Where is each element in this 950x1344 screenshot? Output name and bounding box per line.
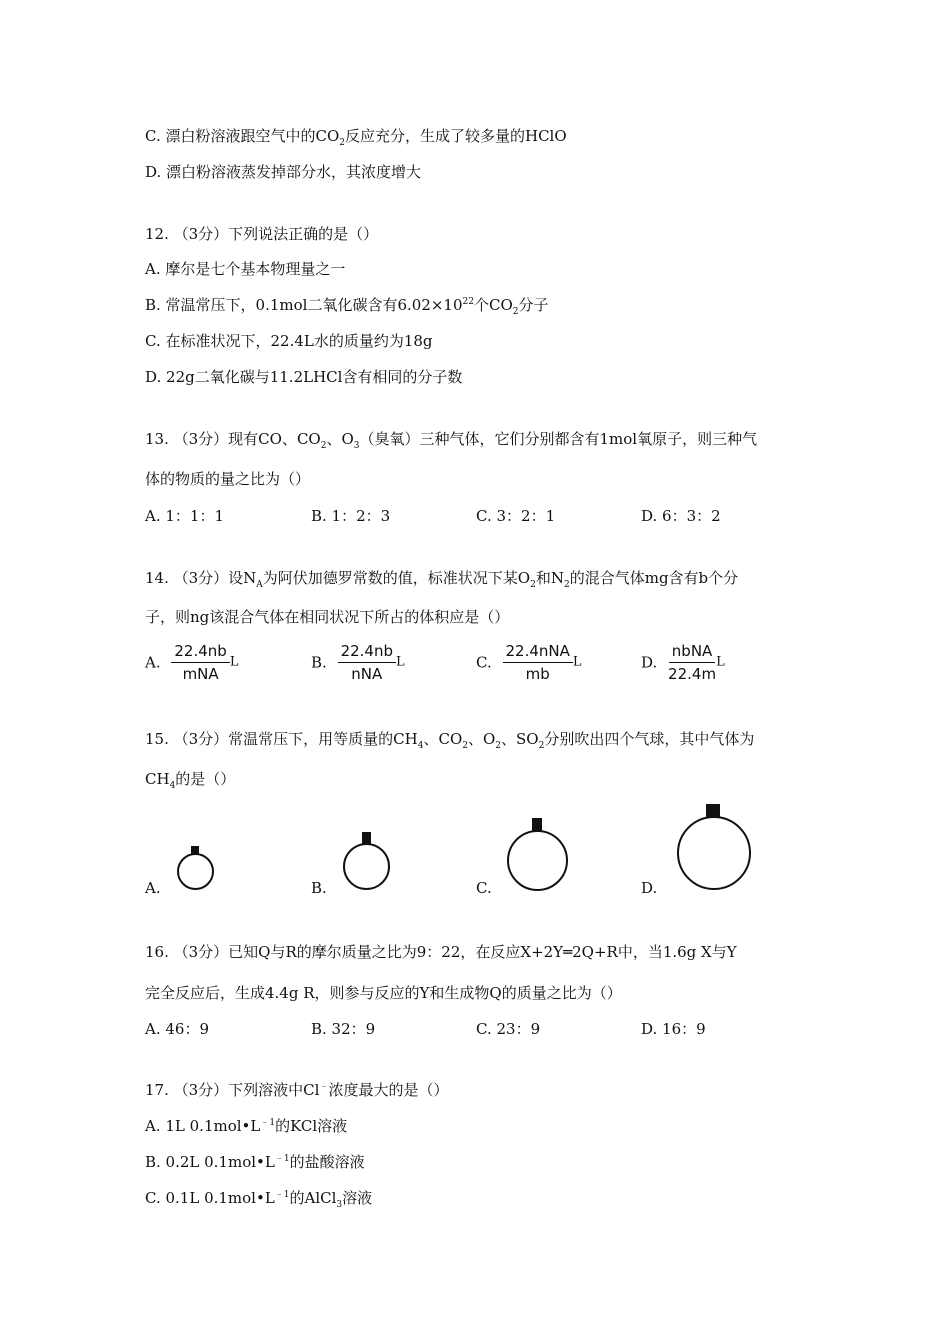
q14-option-a-fraction: $\frac{22.4nb}{\text{mNA}}$ [171,642,229,683]
q17-option-a: A. 1L $0.1mol•L^{﹣1}$的KCl溶液 [145,1117,348,1135]
q14-option-c: C. $\frac{\text{22.4nNA}}{mb}$ L [476,642,582,683]
q15-option-a-label: A. [145,879,161,897]
q13-option-d: D. 6：3：2 [641,507,721,525]
q15-option-b-label: B. [311,879,327,897]
q11-option-d: D. 漂白粉溶液蒸发掉部分水，其浓度增大 [145,163,422,181]
q13-stem-line2: 体的物质的量之比为（） [145,470,311,488]
q12-option-d: D. 22g二氧化碳与11.2LHCl含有相同的分子数 [145,368,463,386]
q16-option-d: D. 16：9 [641,1020,706,1038]
q14-stem-line2: 子，则ng该混合气体在相同状况下所占的体积应是（） [145,608,510,626]
q14-stem-line1: 14. （3分）设$N_A$为阿伏加德罗常数的值，标准状况下某$O_2$和$N_2$的混合气体mg含有b个分 [145,569,739,590]
q12-option-c: C. 在标准状况下，22.4L水的质量约为18g [145,332,433,350]
q15-option-c-label: C. [476,879,492,897]
q12-stem: 12. （3分）下列说法正确的是（） [145,225,379,243]
q16-stem-line1: 16. （3分）已知Q与R的摩尔质量之比为9：22，在反应X+2Y═2Q+R中，当1.6g X与Y [145,943,737,961]
q14-option-d-fraction: $\frac{\text{nbNA}}{22.4m}$ [668,642,717,683]
balloon-c [507,830,568,891]
q16-option-a: A. 46：9 [145,1020,209,1038]
q15-stem-line1: 15. （3分）常温常压下，用等质量的$CH_4$、$CO_2$、$O_2$、$SO_2$分别吹出四个气球，其中气体为 [145,730,755,751]
q12-option-b: B. 常温常压下，0.1mol二氧化碳含有$6.02\times 10^{22}$个$CO_2$分子 [145,296,549,317]
q15-option-d-label: D. [641,879,658,897]
q15-stem-line2: $CH_4$的是（） [145,770,236,791]
q16-option-c: C. 23：9 [476,1020,541,1038]
q11-option-c: C. 漂白粉溶液跟空气中的$CO_2$反应充分，生成了较多量的HClO [145,127,567,148]
q13-option-b: B. 1：2：3 [311,507,391,525]
q12-option-a: A. 摩尔是七个基本物理量之一 [145,260,346,278]
q13-option-a: A. 1：1：1 [145,507,224,525]
q13-stem-line1: 13. （3分）现有CO、$CO_2$、$O_3$（臭氧）三种气体，它们分别都含有1mol氧原子，则三种气 [145,430,758,451]
balloon-a [177,853,214,890]
q17-option-b: B. 0.2L $0.1mol•L^{﹣1}$的盐酸溶液 [145,1153,365,1171]
q14-option-a: A. $\frac{22.4nb}{\text{mNA}}$ L [145,642,239,683]
balloon-d [677,816,751,890]
q16-stem-line2: 完全反应后，生成4.4g R，则参与反应的Y和生成物Q的质量之比为（） [145,984,622,1002]
q16-option-b: B. 32：9 [311,1020,376,1038]
q14-option-d: D. $\frac{\text{nbNA}}{22.4m}$ L [641,642,725,683]
q14-option-c-fraction: $\frac{\text{22.4nNA}}{mb}$ [503,642,573,683]
balloon-b [343,843,390,890]
q14-option-b-fraction: $\frac{22.4nb}{\text{nNA}}$ [338,642,396,683]
q14-option-b: B. $\frac{22.4nb}{\text{nNA}}$ L [311,642,405,683]
q13-option-c: C. 3：2：1 [476,507,556,525]
q17-stem: 17. （3分）下列溶液中Cl﹣浓度最大的是（） [145,1081,449,1099]
q17-option-c: C. 0.1L $0.1mol•L^{﹣1}$的AlCl$_3$溶液 [145,1189,373,1210]
